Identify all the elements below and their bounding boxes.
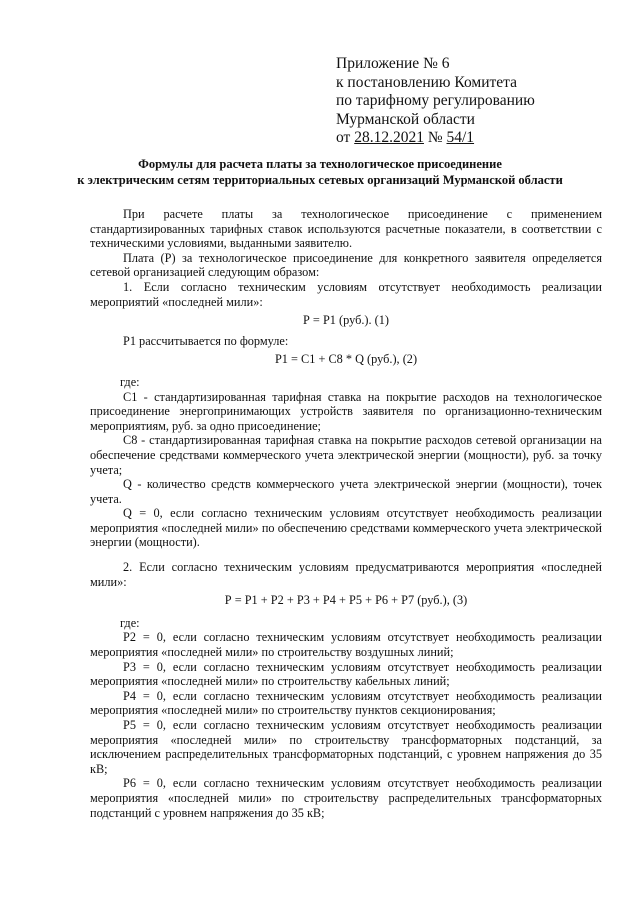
p6-definition: Р6 = 0, если согласно техническим условиям отсутствует необходимость реализации мероприятия «последней мили» по строительству распределительных трансформаторных подстанций с уровнем напряжения до 35 кВ; [90, 776, 602, 820]
formula-1: Р = Р1 (руб.). (1) [303, 313, 389, 328]
document-body [90, 207, 602, 820]
formula-2: Р1 = С1 + С8 * Q (руб.), (2) [274, 352, 418, 367]
date-prefix: от [336, 129, 355, 146]
appendix-line-5 [336, 129, 535, 148]
p2-definition: Р2 = 0, если согласно техническим условиям отсутствует необходимость реализации мероприятия «последней мили» по строительству воздушных линий; [90, 630, 602, 660]
number-prefix: № [423, 129, 447, 146]
appendix-line-3: по тарифному регулированию [336, 92, 535, 109]
appendix-line-4: Мурманской области [336, 110, 475, 128]
p4-definition: Р4 = 0, если согласно техническим условиям отсутствует необходимость реализации мероприятия «последней мили» по строительству пунктов секционирования; [90, 688, 602, 718]
c8-definition: С8 - стандартизированная тарифная ставка на покрытие расходов сетевой организации на обеспечение средствами коммерческого учета электрической энергии (мощности), руб. за точку учета; [90, 433, 602, 477]
document-title [40, 156, 600, 188]
c1-definition: С1 - стандартизированная тарифная ставка на покрытие расходов на технологическое присоединение энергопринимающих устройств заявителя по организационно-техническим мероприятиям, руб. за одно присоединение; [90, 389, 602, 433]
intro-paragraph: При расчете платы за технологическое присоединение с применением стандартизированных тарифных ставок используются расчетные показатели, в соответствии с техническими условиями, выданными заявителю. [90, 207, 602, 251]
p3-definition: Р3 = 0, если согласно техническим условиям отсутствует необходимость реализации мероприятия «последней мили» по строительству кабельных линий; [90, 659, 602, 689]
title-line-2: к электрическим сетям территориальных сетевых организаций Мурманской области [77, 173, 563, 187]
resolution-date: 28.12.2021 [354, 129, 424, 146]
appendix-line-2: к постановлению Комитета [336, 73, 517, 91]
resolution-number: 54/1 [446, 129, 475, 146]
where-label-2: где: [120, 615, 140, 630]
plata-paragraph: Плата (Р) за технологическое присоединение для конкретного заявителя определяется сетевой организацией следующим образом: [90, 250, 602, 280]
q-definition: Q - количество средств коммерческого учета электрической энергии (мощности), точек учета. [90, 477, 602, 506]
appendix-line-1: Приложение № 6 [336, 55, 450, 72]
appendix-header [336, 55, 535, 148]
item-2-paragraph: 2. Если согласно техническим условиям предусматриваются мероприятия «последней мили»: [90, 560, 602, 589]
where-label-1: где: [120, 374, 140, 389]
p1-calc-paragraph: Р1 рассчитывается по формуле: [123, 333, 289, 348]
title-line-1: Формулы для расчета платы за технологическое присоединение [138, 157, 502, 171]
p5-definition: Р5 = 0, если согласно техническим условиям отсутствует необходимость реализации мероприятия «последней мили» по строительству трансформаторных подстанций, за исключением распределительных трансформаторных подстанций, с уровнем напряжения до 35 кВ; [90, 718, 602, 776]
item-1-paragraph: 1. Если согласно техническим условиям отсутствует необходимость реализации мероприятий «последней мили»: [90, 279, 602, 309]
formula-3: Р = Р1 + Р2 + Р3 + Р4 + Р5 + Р6 + Р7 (руб.), (3) [224, 593, 468, 608]
q0-definition: Q = 0, если согласно техническим условиям отсутствует необходимость реализации мероприятия «последней мили» по обеспечению средствами коммерческого учета электрической энергии (мощности). [90, 506, 602, 550]
